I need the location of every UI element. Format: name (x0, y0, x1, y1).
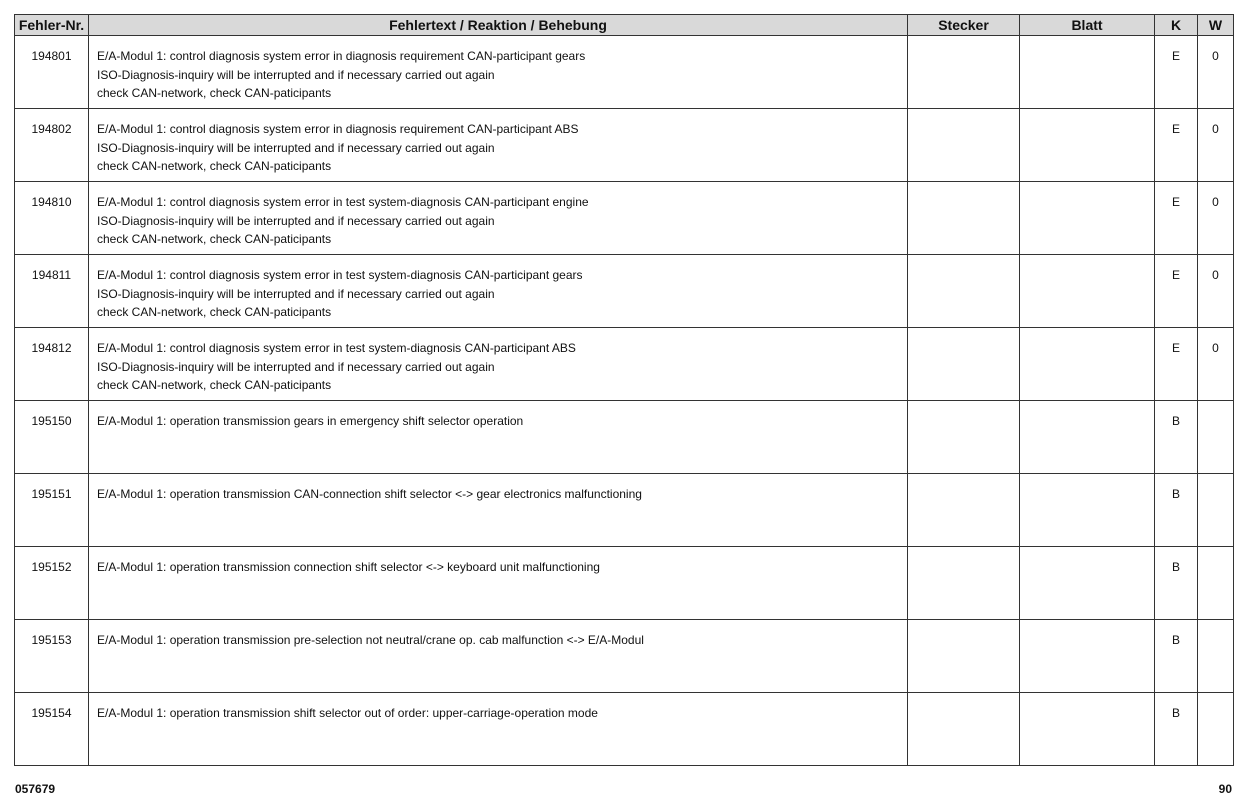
error-text-line: E/A-Modul 1: operation transmission shift selector out of order: upper-carriage-operation mode (97, 706, 598, 720)
stecker-cell (908, 474, 1020, 547)
error-text-line: ISO-Diagnosis-inquiry will be interrupted and if necessary carried out again (97, 359, 495, 374)
w-cell (1198, 401, 1234, 474)
error-text-line: check CAN-network, check CAN-paticipants (97, 159, 332, 173)
stecker-cell (908, 620, 1020, 693)
blatt-cell (1020, 182, 1155, 255)
w-cell: 0 (1198, 109, 1234, 182)
error-text-line: ISO-Diagnosis-inquiry will be interrupted and if necessary carried out again (97, 213, 495, 228)
error-number: 194812 (15, 328, 89, 401)
stecker-cell (908, 547, 1020, 620)
w-cell: 0 (1198, 36, 1234, 109)
header-stecker: Stecker (908, 15, 1020, 36)
w-cell (1198, 474, 1234, 547)
stecker-cell (908, 109, 1020, 182)
table-row (15, 474, 1234, 547)
error-text (89, 328, 908, 401)
error-text (89, 693, 908, 766)
error-code-table (14, 14, 1234, 766)
error-number: 194811 (15, 255, 89, 328)
error-text (89, 109, 908, 182)
error-text-line: ISO-Diagnosis-inquiry will be interrupted and if necessary carried out again (97, 286, 495, 301)
error-number: 195150 (15, 401, 89, 474)
k-cell: E (1155, 109, 1198, 182)
table-row (15, 255, 1234, 328)
document-number: 057679 (15, 782, 56, 796)
blatt-cell (1020, 693, 1155, 766)
w-cell: 0 (1198, 182, 1234, 255)
error-text-line: E/A-Modul 1: control diagnosis system error in test system-diagnosis CAN-participant gears (97, 268, 583, 282)
error-text (89, 474, 908, 547)
k-cell: B (1155, 474, 1198, 547)
error-number: 194801 (15, 36, 89, 109)
error-text-line: E/A-Modul 1: control diagnosis system error in test system-diagnosis CAN-participant ABS (97, 341, 576, 355)
table-row (15, 547, 1234, 620)
k-cell: E (1155, 36, 1198, 109)
error-number: 195151 (15, 474, 89, 547)
error-text-line: check CAN-network, check CAN-paticipants (97, 232, 332, 246)
w-cell: 0 (1198, 328, 1234, 401)
table-row (15, 620, 1234, 693)
stecker-cell (908, 36, 1020, 109)
error-number: 195154 (15, 693, 89, 766)
header-k: K (1155, 15, 1198, 36)
w-cell (1198, 693, 1234, 766)
w-cell (1198, 547, 1234, 620)
k-cell: E (1155, 182, 1198, 255)
blatt-cell (1020, 255, 1155, 328)
error-text (89, 255, 908, 328)
stecker-cell (908, 255, 1020, 328)
k-cell: B (1155, 620, 1198, 693)
stecker-cell (908, 401, 1020, 474)
error-text-line: E/A-Modul 1: control diagnosis system error in test system-diagnosis CAN-participant engine (97, 195, 589, 209)
table-body (15, 36, 1234, 766)
k-cell: B (1155, 547, 1198, 620)
error-text-line: E/A-Modul 1: control diagnosis system error in diagnosis requirement CAN-participant ABS (97, 122, 579, 136)
error-text (89, 36, 908, 109)
k-cell: B (1155, 693, 1198, 766)
error-text-line: check CAN-network, check CAN-paticipants (97, 86, 332, 100)
error-text-line: E/A-Modul 1: control diagnosis system error in diagnosis requirement CAN-participant gears (97, 49, 586, 63)
error-number: 195152 (15, 547, 89, 620)
header-blatt: Blatt (1020, 15, 1155, 36)
error-text-line: ISO-Diagnosis-inquiry will be interrupted and if necessary carried out again (97, 140, 495, 155)
error-text-line: check CAN-network, check CAN-paticipants (97, 305, 332, 319)
page-number: 90 (1218, 782, 1232, 796)
blatt-cell (1020, 620, 1155, 693)
w-cell (1198, 620, 1234, 693)
error-text-line: ISO-Diagnosis-inquiry will be interrupted and if necessary carried out again (97, 67, 495, 82)
stecker-cell (908, 182, 1020, 255)
table-row (15, 401, 1234, 474)
blatt-cell (1020, 328, 1155, 401)
blatt-cell (1020, 36, 1155, 109)
table-row (15, 693, 1234, 766)
stecker-cell (908, 328, 1020, 401)
k-cell: E (1155, 255, 1198, 328)
blatt-cell (1020, 547, 1155, 620)
table-row (15, 328, 1234, 401)
error-text-line: E/A-Modul 1: operation transmission CAN-connection shift selector <-> gear electronics malfunctioning (97, 487, 642, 501)
table-header (15, 15, 1234, 36)
error-text (89, 620, 908, 693)
header-fehler-nr: Fehler-Nr. (15, 15, 89, 36)
error-text-line: check CAN-network, check CAN-paticipants (97, 378, 332, 392)
error-text (89, 182, 908, 255)
error-text-line: E/A-Modul 1: operation transmission pre-selection not neutral/crane op. cab malfunction <-> E/A-Modul (97, 633, 644, 647)
error-number: 194802 (15, 109, 89, 182)
k-cell: B (1155, 401, 1198, 474)
error-text-line: E/A-Modul 1: operation transmission connection shift selector <-> keyboard unit malfunctioning (97, 560, 600, 574)
blatt-cell (1020, 109, 1155, 182)
error-text (89, 401, 908, 474)
header-row (15, 15, 1234, 36)
table-row (15, 36, 1234, 109)
error-number: 194810 (15, 182, 89, 255)
table-row (15, 182, 1234, 255)
blatt-cell (1020, 401, 1155, 474)
error-number: 195153 (15, 620, 89, 693)
header-w: W (1198, 15, 1234, 36)
table-row (15, 109, 1234, 182)
blatt-cell (1020, 474, 1155, 547)
error-text (89, 547, 908, 620)
header-fehlertext: Fehlertext / Reaktion / Behebung (89, 15, 908, 36)
error-text-line: E/A-Modul 1: operation transmission gears in emergency shift selector operation (97, 414, 524, 428)
w-cell: 0 (1198, 255, 1234, 328)
stecker-cell (908, 693, 1020, 766)
k-cell: E (1155, 328, 1198, 401)
